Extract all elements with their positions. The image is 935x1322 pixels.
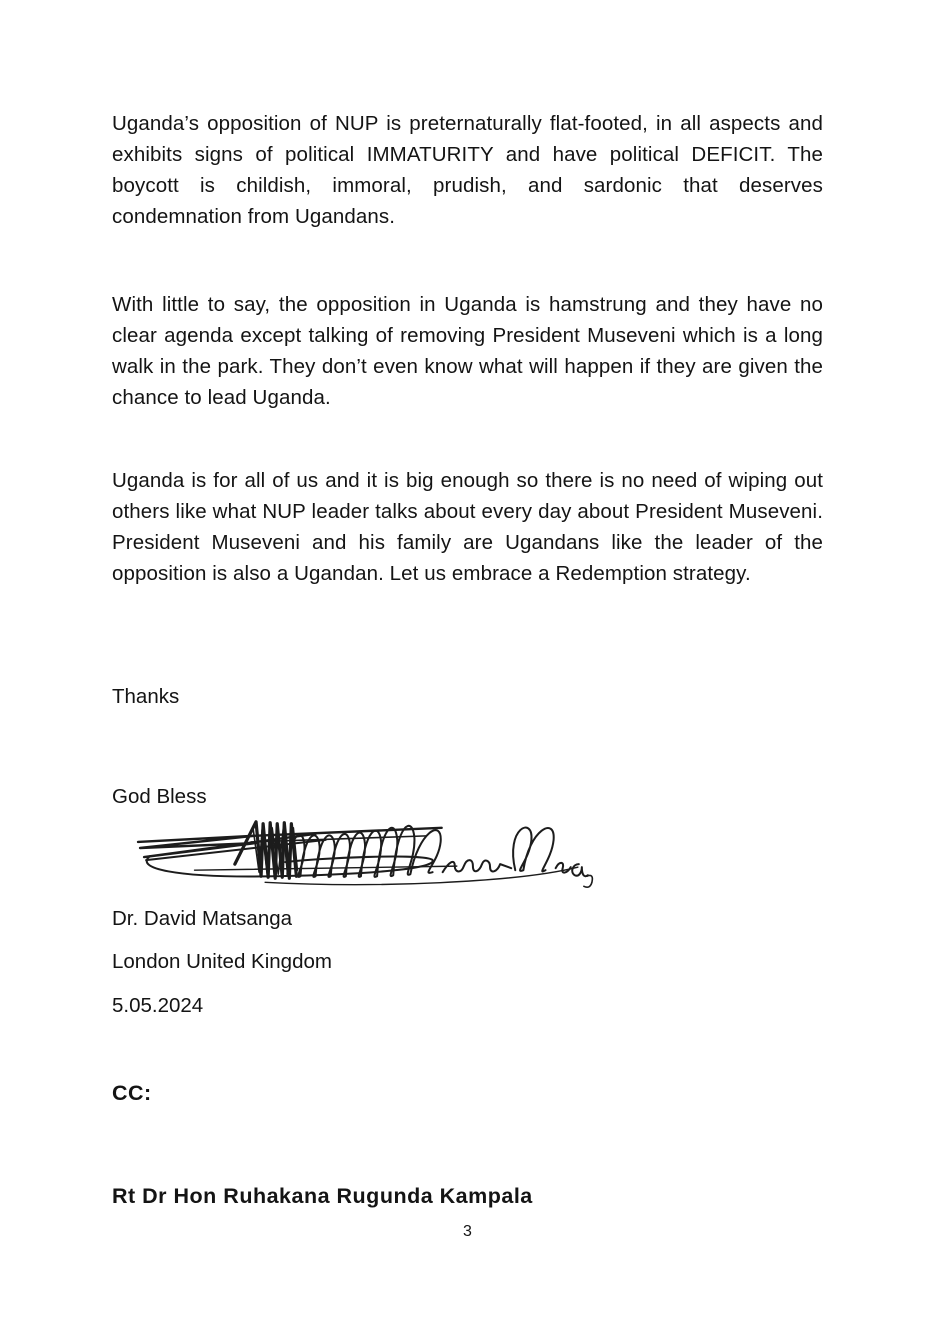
signature-image bbox=[134, 810, 600, 890]
signatory-date: 5.05.2024 bbox=[112, 994, 204, 1017]
page-number: 3 bbox=[463, 1223, 472, 1240]
signatory-name: Dr. David Matsanga bbox=[112, 907, 293, 930]
paragraph-little-to-say: With little to say, the opposition in Uganda is hamstrung and they have no clear agenda except talking of removing President Museveni which is a long walk in the park. They don’t even know what will happen if they are given the chance to lead Uganda. bbox=[112, 293, 823, 409]
signatory-location: London United Kingdom bbox=[112, 950, 332, 973]
cc-label: CC: bbox=[112, 1081, 152, 1105]
cc-recipient: Rt Dr Hon Ruhakana Rugunda Kampala bbox=[112, 1184, 533, 1208]
paragraph-opposition-flat-footed: Uganda’s opposition of NUP is preternaturally flat-footed, in all aspects and exhibits signs of political IMMATURITY and have political DEFICIT. The boycott is childish, immoral, prudish, and sardonic that deserves condemnation from Ugandans. bbox=[112, 112, 823, 228]
signature-scribble-icon bbox=[134, 810, 600, 890]
closing-thanks: Thanks bbox=[112, 685, 180, 708]
paragraph-uganda-for-all: Uganda is for all of us and it is big enough so there is no need of wiping out others like what NUP leader talks about every day about President Museveni. President Museveni and his family are Ugandans like the leader of the opposition is also a Ugandan. Let us embrace a Redemption strategy. bbox=[112, 469, 823, 585]
closing-god-bless: God Bless bbox=[112, 785, 207, 808]
